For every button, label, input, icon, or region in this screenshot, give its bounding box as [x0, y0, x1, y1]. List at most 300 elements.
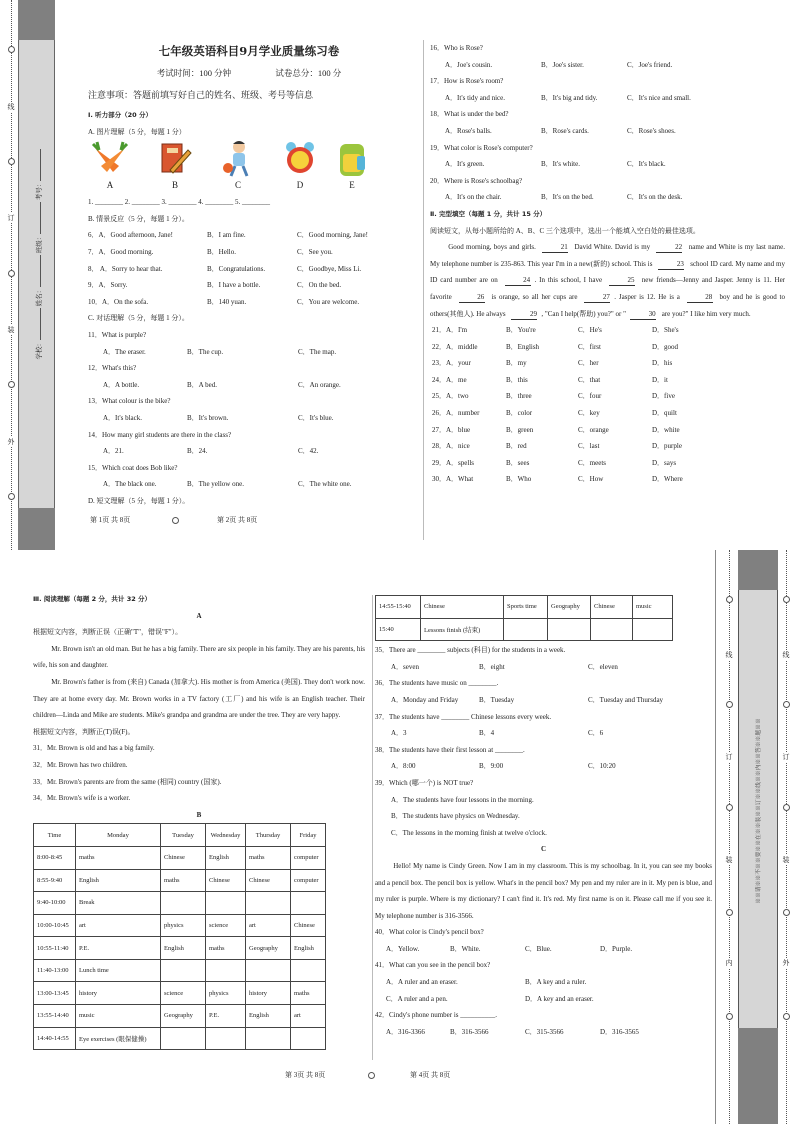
answer-option: B．The yellow one. — [187, 480, 244, 489]
answer-option: B．red — [506, 442, 527, 451]
question-text: 17．How is Rose's room? — [430, 77, 504, 86]
answer-option: C．Joe's friend. — [627, 60, 673, 69]
blank-27: 27 — [584, 292, 610, 303]
answer-option: B．color — [506, 409, 533, 418]
answer-option: C．He's — [578, 326, 602, 335]
options-row — [375, 758, 712, 775]
table-cell — [246, 959, 291, 982]
answer-option: B．It's big and tidy. — [541, 93, 598, 102]
answer-option: B．A bed. — [187, 380, 217, 389]
answer-option: 22．A．middle — [432, 342, 478, 351]
table-cell: Chinese — [421, 596, 504, 619]
table-cell: maths — [161, 869, 206, 892]
binding-line-char: 线 — [780, 650, 792, 660]
answer-option: 8． A．Sorry to hear that. — [88, 264, 163, 273]
answer-option: D．A key and an eraser. — [525, 994, 594, 1003]
options-row — [88, 443, 410, 460]
table-row — [34, 1027, 326, 1050]
answer-option: 26．A．number — [432, 409, 480, 418]
answer-option: B．Tuesday — [479, 695, 515, 704]
answer-option: D．good — [652, 342, 679, 351]
answer-option: B．green — [506, 425, 534, 434]
options-row — [430, 355, 785, 372]
answer-option: C．A ruler and a pen. — [386, 994, 448, 1003]
answer-option: B．sees — [506, 458, 530, 467]
table-cell: English — [76, 869, 161, 892]
page-1-content — [88, 107, 410, 509]
table-header-cell: Monday — [76, 824, 161, 847]
binding-line-char: 内 — [723, 958, 735, 968]
answer-option: 29．A．spells — [432, 458, 474, 467]
answer-option: B．I am fine. — [207, 231, 246, 240]
table-cell: art — [76, 914, 161, 937]
answer-option: A．Rose's balls. — [445, 126, 492, 135]
page-2-footer: 第 2页 共 8页 — [217, 516, 258, 524]
answer-option: C．that — [578, 375, 601, 384]
options-row — [88, 410, 410, 427]
table-cell — [246, 1027, 291, 1050]
question-text: 18．What is under the bed? — [430, 110, 509, 119]
options-row — [88, 261, 410, 278]
table-cell: maths — [206, 937, 246, 960]
answer-option: C．It's nice and small. — [627, 93, 691, 102]
answer-option: C．orange — [578, 425, 609, 434]
question-text: 34．Mr. Brown's wife is a worker. — [33, 794, 131, 803]
answer-option: 25．A．two — [432, 392, 469, 401]
section-heading: Ⅲ. 阅读理解（每题 2 分，共计 32 分） — [33, 595, 151, 603]
answer-option: C．How — [578, 475, 604, 484]
answer-option: A．Monday and Friday — [391, 695, 459, 704]
table-cell: 11:40-13:00 — [34, 959, 76, 982]
picture-label: B — [171, 180, 178, 191]
answer-option: 6．A．Good afternoon, Jane! — [88, 231, 173, 240]
page-3 — [33, 591, 365, 1050]
page-2-content — [430, 40, 785, 488]
answer-option: C．key — [578, 409, 600, 418]
options-row — [430, 455, 785, 472]
answer-option: B．It's on the bed. — [541, 193, 594, 202]
passage-label: B — [196, 810, 202, 819]
answer-option: D．his — [652, 359, 673, 368]
table-cell: Sports time — [504, 596, 548, 619]
exam-title: 七年级英语科目9月学业质量练习卷 — [158, 44, 340, 58]
answer-option: C．10:20 — [588, 762, 616, 771]
binding-circle-icon — [783, 804, 790, 811]
exam-info — [88, 62, 410, 84]
table-cell: art — [246, 914, 291, 937]
table-header-cell: Friday — [291, 824, 326, 847]
answer-option: A．It's black. — [103, 413, 142, 422]
binding-circle-icon — [783, 909, 790, 916]
binding-circle-icon — [726, 804, 733, 811]
answer-option: D．purple — [652, 442, 682, 451]
answer-option: C．It's black. — [627, 160, 666, 169]
question-text: 36．The students have music on ________. — [375, 679, 499, 688]
table-cell: P.E. — [206, 1005, 246, 1028]
binding-line-char: 装 — [780, 855, 792, 865]
answer-option: A．A ruler and an eraser. — [386, 978, 458, 987]
answer-option: A．The black one. — [103, 480, 157, 489]
question-text: 33．Mr. Brown's parents are from the same (相同) country (国家). — [33, 777, 222, 786]
options-row — [430, 405, 785, 422]
table-cell: Eye exercises (眼保健操) — [76, 1027, 161, 1050]
blank-30: 30 — [630, 309, 656, 320]
answer-option: C．It's blue. — [298, 413, 334, 422]
table-cell: maths — [246, 846, 291, 869]
options-row — [375, 941, 712, 958]
question-text: B. 情景反应（5 分，每题 1 分）。 — [88, 214, 189, 223]
table-cell: history — [246, 982, 291, 1005]
table-row — [34, 869, 326, 892]
table-cell: Chinese — [206, 869, 246, 892]
table-cell — [246, 892, 291, 915]
passage-text: Mr. Brown isn't an old man. But he has a big family. There are six people in his family. They are his parents, his wife, his son and daughter. — [33, 644, 365, 670]
options-row — [375, 659, 712, 676]
answer-option: A．Yellow. — [386, 944, 420, 953]
school-label: 学校： — [36, 339, 43, 360]
table-cell — [291, 892, 326, 915]
name-label: 姓名： — [36, 286, 43, 307]
answer-option: B．The cup. — [187, 347, 224, 356]
options-row — [430, 322, 785, 339]
options-row — [375, 692, 712, 709]
table-cell: history — [76, 982, 161, 1005]
answer-option: B．eight — [479, 662, 505, 671]
answer-option: C．It's on the desk. — [627, 193, 683, 202]
answer-option: 28．A．nice — [432, 442, 470, 451]
binding-circle-icon — [726, 909, 733, 916]
answer-option: A．seven — [391, 662, 419, 671]
table-cell: Chinese — [161, 846, 206, 869]
question-text: 42．Cindy's phone number is __________. — [375, 1011, 498, 1020]
table-row — [376, 618, 673, 641]
answer-option: C．315-3566 — [525, 1027, 564, 1036]
exam-time: 考试时间：100 分钟 — [156, 68, 232, 78]
binding-circle-icon — [726, 596, 733, 603]
question-text: 19．What color is Rose's computer? — [430, 143, 533, 152]
table-cell — [591, 618, 633, 641]
answer-option: B．Hello. — [207, 247, 236, 256]
binding-line-char: 订 — [5, 213, 17, 223]
binding-strip-right — [715, 550, 794, 1124]
passage-label: A — [196, 611, 202, 620]
binding-line-char: 线 — [723, 650, 735, 660]
options-row — [375, 808, 712, 825]
question-text: 根据短文内容，判断正(T)误(F)。 — [33, 727, 135, 736]
answer-option: C．last — [578, 442, 600, 451]
table-cell: science — [206, 914, 246, 937]
table-cell: 10:55-11:40 — [34, 937, 76, 960]
table-header-cell: Time — [34, 824, 76, 847]
question-text: 20．Where is Rose's schoolbag? — [430, 176, 523, 185]
answer-option: B．316-3566 — [450, 1027, 489, 1036]
blank-26: 26 — [459, 292, 485, 303]
options-row — [88, 227, 410, 244]
page-1-footer: 第 1页 共 8页 — [90, 516, 131, 524]
table-cell: P.E. — [76, 937, 161, 960]
answer-option: D．it — [652, 375, 668, 384]
page-4-footer: 第 4页 共 8页 — [410, 1071, 451, 1079]
picture-label: C — [234, 180, 241, 191]
answer-option: B．4 — [479, 729, 495, 738]
question-text: 14．How many girl students are there in the class? — [88, 430, 232, 439]
options-row — [375, 725, 712, 742]
section-heading: Ⅱ. 完型填空（每题 1 分，共计 15 分） — [430, 209, 547, 218]
answer-option: C．her — [578, 359, 599, 368]
answer-option: B．I have a bottle. — [207, 281, 261, 290]
picture-label: A — [106, 180, 114, 191]
page-4 — [375, 595, 712, 1040]
answer-option: C．eleven — [588, 662, 618, 671]
answer-option: B．A key and a ruler. — [525, 978, 587, 987]
answer-option: B．Rose's cards. — [541, 126, 589, 135]
blank-21: 21 — [542, 242, 568, 253]
table-cell: Geography — [161, 1005, 206, 1028]
table-cell — [548, 618, 591, 641]
table-row — [34, 937, 326, 960]
table-cell: English — [206, 846, 246, 869]
answer-option: C．Goodbye, Miss Li. — [297, 264, 362, 273]
answer-option: D．Where — [652, 475, 683, 484]
binding-strip-left — [0, 0, 60, 550]
table-cell — [161, 959, 206, 982]
answer-option: D．quilt — [652, 409, 677, 418]
answer-option: D．five — [652, 392, 675, 401]
answer-option: B．my — [506, 359, 527, 368]
answer-option: B．English — [506, 342, 540, 351]
table-cell — [206, 1027, 246, 1050]
answer-option: B．three — [506, 392, 532, 401]
answer-option: 23．A．your — [432, 359, 471, 368]
page-3-content — [33, 591, 365, 823]
table-cell: 14:40-14:55 — [34, 1027, 76, 1050]
question-text: C. 对话理解（5 分，每题 1 分）。 — [88, 314, 189, 323]
answer-option: C．The white one. — [298, 480, 352, 489]
options-row — [430, 471, 785, 488]
answer-option: C．meets — [578, 458, 606, 467]
page-4-content — [375, 642, 712, 1040]
table-cell: maths — [76, 846, 161, 869]
table-cell: computer — [291, 846, 326, 869]
answer-option: C．Blue. — [525, 944, 552, 953]
binding-circle-icon — [783, 596, 790, 603]
answer-option: B．White. — [450, 944, 481, 953]
question-text: 1. ________ 2. ________ 3. ________ 4. ________ 5. ________ — [88, 198, 270, 207]
table-cell: music — [76, 1005, 161, 1028]
table-row — [34, 959, 326, 982]
picture-label: D — [296, 180, 304, 191]
answer-option: A．The eraser. — [103, 347, 146, 356]
table-cell: physics — [161, 914, 206, 937]
table-cell: 15:40 — [376, 618, 421, 641]
binding-circle-icon — [8, 493, 15, 500]
question-text: 41．What can you see in the pencil box? — [375, 961, 491, 970]
table-cell: 8:00-8:45 — [34, 846, 76, 869]
picture-option — [332, 140, 372, 190]
table-cell: physics — [206, 982, 246, 1005]
table-cell — [161, 892, 206, 915]
table-cell: Geography — [548, 596, 591, 619]
table-cell: English — [246, 1005, 291, 1028]
options-row — [375, 825, 712, 842]
question-text: 11．What is purple? — [88, 330, 147, 339]
table-cell: 13:55-14:40 — [34, 1005, 76, 1028]
options-row — [430, 57, 785, 74]
exam-notice: 注意事项：答题前填写好自己的姓名、班级、考号等信息 — [88, 90, 314, 100]
answer-option: C．Good morning, Jane! — [297, 231, 368, 240]
table-cell: English — [291, 937, 326, 960]
answer-option: 27．A．blue — [432, 425, 471, 434]
answer-option: B．It's brown. — [187, 413, 229, 422]
answer-option: D．says — [652, 458, 677, 467]
exam-number-label: 考号： — [36, 180, 43, 201]
question-text: 15．Which coat does Bob like? — [88, 463, 178, 472]
picture-option — [218, 140, 258, 190]
binding-circle-icon — [8, 46, 15, 53]
answer-option: D．She's — [652, 326, 679, 335]
answer-option: A．A bottle. — [103, 380, 140, 389]
page-2 — [430, 40, 785, 488]
table-cell — [206, 892, 246, 915]
options-row — [88, 377, 410, 394]
question-text: 32．Mr. Brown has two children. — [33, 760, 128, 769]
class-label: 班级： — [36, 233, 43, 254]
answer-option: B．The students have physics on Wednesday. — [391, 812, 520, 821]
table-row — [34, 914, 326, 937]
binding-circle-icon — [783, 701, 790, 708]
table-cell: Chinese — [291, 914, 326, 937]
binding-circle-icon — [783, 1013, 790, 1020]
notebook-pencil-icon — [155, 140, 195, 178]
table-row — [34, 1005, 326, 1028]
answer-option: A．21. — [103, 447, 124, 456]
question-text: 35．There are ________ subjects (科目) for the students in a week. — [375, 646, 566, 655]
passage-text: Good morning, boys and girls. 21 David White. David is my 22 name and White is my last name. My telephone number is 235-863. This year I'm in a new(新的) school. This is 23 school ID card. My name and my ID card number are on 24 . In this school, I have 25 new friends—Jenny and Jasper. Jenny is 11. Her favorite 26 is orange, so all her cups are 27 . Jasper is 12. He is a 28 boy and he is good to others(其他人). He always 29 , "Can I help(帮助) you?" or " 30 are you?" I like him very much. — [430, 243, 786, 318]
options-row — [88, 277, 410, 294]
binding-line-char: 外 — [5, 437, 17, 447]
footer-circle-icon — [172, 517, 179, 524]
options-row — [430, 123, 785, 140]
options-row — [375, 991, 712, 1008]
answer-option: B．Joe's sister. — [541, 60, 584, 69]
schoolbag-icon — [332, 140, 372, 178]
table-header-cell: Wednesday — [206, 824, 246, 847]
no-answer-warning: ※※请※※不※※要※※在※※装※※订※※线※※内※※答※※题※※ — [756, 718, 762, 904]
answer-option: A．It's tidy and nice. — [445, 93, 505, 102]
binding-line-char: 订 — [723, 752, 735, 762]
total-score: 试卷总分：100 分 — [275, 68, 342, 78]
binding-line-char: 装 — [5, 325, 17, 335]
table-cell: Lunch time — [76, 959, 161, 982]
table-cell — [206, 959, 246, 982]
answer-option: B．24. — [187, 447, 208, 456]
options-row — [430, 438, 785, 455]
answer-option: C．Tuesday and Thursday — [588, 695, 664, 704]
blank-22: 22 — [656, 242, 682, 253]
options-row — [375, 974, 712, 991]
table-cell: 9:40-10:00 — [34, 892, 76, 915]
options-row — [430, 339, 785, 356]
answer-option: C．first — [578, 342, 601, 351]
answer-option: C．You are welcome. — [297, 297, 360, 306]
answer-option: B．this — [506, 375, 528, 384]
binding-line-char: 外 — [780, 958, 792, 968]
timetable — [33, 823, 326, 1050]
answer-option: B．140 yuan. — [207, 297, 247, 306]
table-cell — [504, 618, 548, 641]
boy-basketball-icon — [218, 140, 258, 178]
answer-option: C．See you. — [297, 247, 333, 256]
table-cell: art — [291, 1005, 326, 1028]
table-cell — [291, 1027, 326, 1050]
question-text: 12．What's this? — [88, 364, 137, 373]
question-text: 39．Which (哪一个) is NOT true? — [375, 778, 474, 787]
answer-option: 7．A．Good morning. — [88, 247, 154, 256]
options-row — [430, 388, 785, 405]
table-cell: English — [161, 937, 206, 960]
answer-option: A．8:00 — [391, 762, 416, 771]
table-cell: maths — [291, 982, 326, 1005]
footer-circle-icon — [368, 1072, 375, 1079]
answer-option: A．316-3366 — [386, 1027, 425, 1036]
passage-text: Mr. Brown's father is from (来自) Canada (加拿大). His mother is from America (美国). They don't work now. They are at home every day. Mr. Brown works in a TV factory (工厂) and his wife is an English teacher. Their children—Linda and Mike are students. Mike's grandpa and grandma are under the tree. They are very happy. — [33, 677, 365, 720]
options-row — [88, 344, 410, 361]
picture-options — [88, 140, 410, 194]
question-text: 13．What colour is the bike? — [88, 397, 171, 406]
table-cell — [291, 959, 326, 982]
passage-label: C — [540, 845, 547, 854]
page-1 — [88, 40, 410, 509]
binding-line-char: 线 — [5, 102, 17, 112]
answer-option: C．An orange. — [298, 380, 341, 389]
table-cell: science — [161, 982, 206, 1005]
answer-option: C．four — [578, 392, 602, 401]
answer-option: B．Who — [506, 475, 532, 484]
options-row — [430, 372, 785, 389]
question-text: 阅读短文，从每小题所给的 A、B、C 三个选项中，选出一个能填入空白处的最佳选项。 — [430, 226, 700, 235]
question-text: 31．Mr. Brown is old and has a big family. — [33, 744, 155, 753]
options-row — [430, 422, 785, 439]
blank-23: 23 — [658, 259, 684, 270]
answer-option: C．The lessons in the morning finish at twelve o'clock. — [391, 828, 547, 837]
passage-text: Hello! My name is Cindy Green. Now I am in my classroom. This is my schoolbag. In it, you can see my books and a pencil box. The pencil box is yellow. What's in the pencil box? My pen and my ruler are in it. My pen is blue, and my ruler is purple. Where is my dictionary? I can't find it. It's red. My first name is on it. Please call me if you see it. My telephone number is 316-3566. — [375, 861, 712, 920]
table-cell: 13:00-13:45 — [34, 982, 76, 1005]
answer-option: C．The map. — [298, 347, 337, 356]
picture-option — [90, 140, 130, 190]
answer-option: D．white — [652, 425, 680, 434]
blank-25: 25 — [609, 275, 635, 286]
alarm-clock-icon — [280, 140, 320, 178]
student-info-fields — [34, 129, 46, 379]
answer-option: A．It's green. — [445, 160, 485, 169]
page-3-footer: 第 3页 共 8页 — [285, 1071, 326, 1079]
answer-option: 9．A．Sorry. — [88, 281, 128, 290]
picture-option — [280, 140, 320, 190]
answer-option: B．You're — [506, 326, 536, 335]
blank-24: 24 — [505, 275, 531, 286]
answer-option: 30．A．What — [432, 475, 474, 484]
question-text: A. 图片理解（5 分，每题 1 分） — [88, 127, 186, 136]
options-row — [88, 294, 410, 311]
binding-line-char: 装 — [723, 855, 735, 865]
answer-option: A．The students have four lessons in the morning. — [391, 795, 534, 804]
binding-circle-icon — [8, 158, 15, 165]
table-header-cell: Tuesday — [161, 824, 206, 847]
answer-option: A．It's on the chair. — [445, 193, 502, 202]
table-row — [376, 596, 673, 619]
binding-circle-icon — [726, 701, 733, 708]
answer-option: 10．A．On the sofa. — [88, 297, 149, 306]
